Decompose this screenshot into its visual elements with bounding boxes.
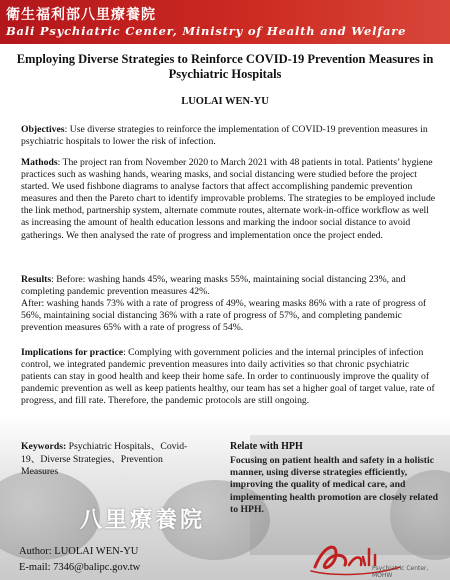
author-name: LUOLAI WEN-YU [181, 96, 269, 107]
hph-title: Relate with HPH [230, 441, 303, 452]
background-building-sign: 八里療養院 [80, 508, 206, 533]
implications-label: Implications for practice [21, 347, 124, 358]
results-label: Results [21, 274, 52, 285]
header-chinese-title: 衛生福利部八里療養院 [6, 7, 156, 23]
methods-label: Mathods [21, 157, 58, 168]
results-before-text: : Before: washing hands 45%, wearing masks 55%, maintaining social distancing 23%, and completing pandemic prevention measures 42%. [21, 274, 406, 298]
header-banner [0, 0, 450, 44]
logo-subtext: Psychiatric Center, MOHW [372, 565, 429, 579]
footer-email: E-mail: 7346@balipc.gov.tw [19, 562, 141, 573]
results-section [21, 274, 439, 334]
footer-author: Author: LUOLAI WEN-YU [19, 546, 139, 557]
header-english-title: Bali Psychiatric Center, Ministry of Health and Welfare [6, 24, 407, 38]
implications-section [21, 347, 439, 407]
keywords-text: Psychiatric Hospitals、Covid-19、Diverse Strategies、Prevention Measures [21, 441, 188, 477]
hph-text: Focusing on patient health and safety in a holistic manner, using diverse strategies efficiently, improving the quality of medical care, and implementing health promotion are closely related to HPH. [230, 455, 438, 515]
paper-title: Employing Diverse Strategies to Reinforce COVID-19 Prevention Measures in Psychiatric Hospitals [16, 52, 434, 81]
objectives-label: Objectives [21, 124, 65, 135]
results-after-text: After: washing hands 73% with a rate of progress of 49%, wearing masks 86% with a rate of progress of 56%, maintaining social distancing 36% with a rate of progress of 57%, and completing pandemic prevention measures 65% with a rate of progress of 54%. [21, 298, 427, 334]
keywords-section [21, 441, 196, 479]
objectives-section [21, 124, 439, 148]
methods-section [21, 157, 439, 242]
keywords-label: Keywords: [21, 441, 67, 452]
methods-text: : The project ran from November 2020 to March 2021 with 48 patients in total. Patients’ hygiene practices such as washing hands, wearing masks, and social distancing were studied before the project started. We used fishbone diagrams to analyse factors that affect accomplishing pandemic prevention measures and then the Pareto chart to identify improvable problems. The strategies to be employed include the link method, partnership system, alternate commute routes, alternate work-in-office workflow as well as increasing the amount of health education lessons and marking the indoor social distance to avoid gatherings. We then analysed the rate of progress and implementation once the project ended. [21, 157, 436, 241]
objectives-text: : Use diverse strategies to reinforce the implementation of COVID-19 prevention measures in psychiatric hospitals to lower the risk of infection. [21, 124, 428, 148]
implications-text: : Complying with government policies and the internal principles of infection control, we integrated pandemic prevention measures into daily activities so that chronic psychiatric patients can stay in good health and keep their home safe. In order to continuously improve the quality of pandemic prevention as well as keep patients healthy, our team has set a higher goal of target value, rate of progress, and fill rate. Therefore, the pandemic protocols are still ongoing. [21, 347, 435, 407]
